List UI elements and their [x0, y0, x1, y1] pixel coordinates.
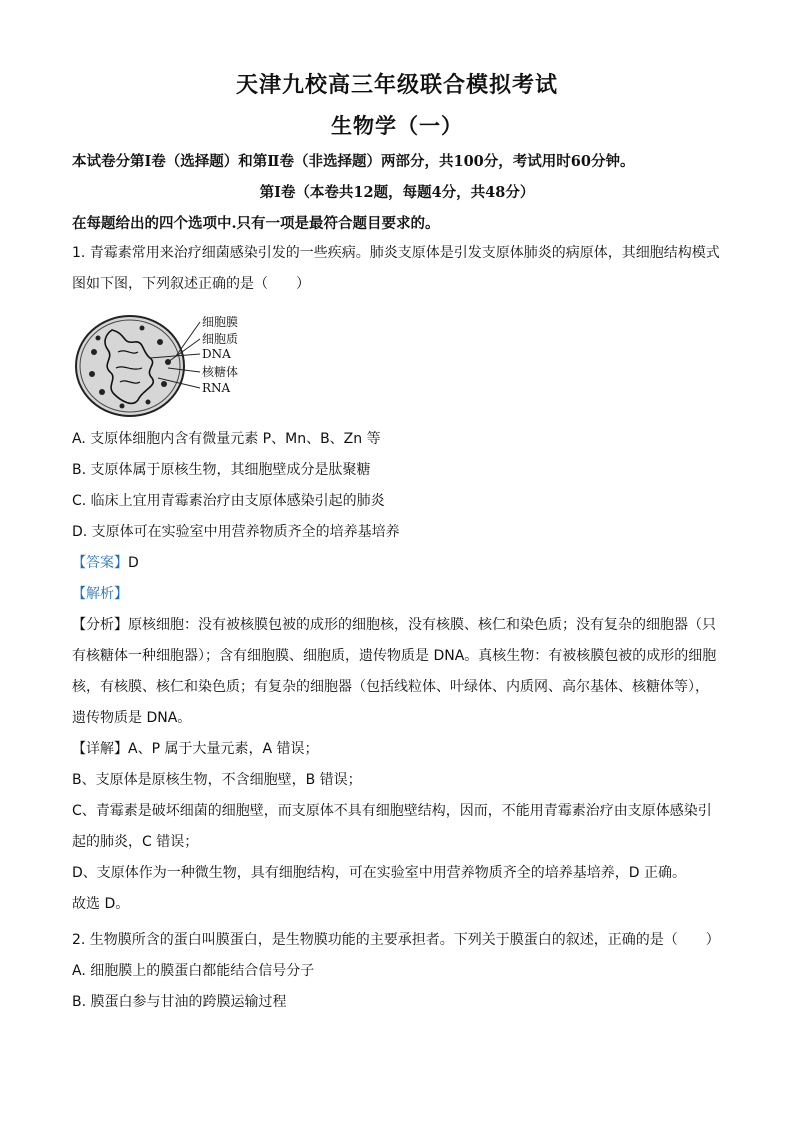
answer-value: D — [128, 555, 139, 571]
mycoplasma-cell-diagram — [72, 312, 272, 424]
fenxi-tag: 【分析】 — [72, 617, 128, 633]
option-a: A. 支原体细胞内含有微量元素 P、Mn、B、Zn 等 — [72, 431, 381, 447]
fenxi-text: 原核细胞：没有被核膜包被的成形的细胞核，没有核膜、核仁和染色质；没有复杂的细胞器（只 — [128, 617, 716, 633]
option-a: A. 细胞膜上的膜蛋白都能结合信号分子 — [72, 963, 315, 979]
figure-label-ribosome: 核糖体 — [202, 365, 239, 379]
section-instruction: 在每题给出的四个选项中.只有一项是最符合题目要求的。 — [72, 215, 440, 232]
question-1-options — [72, 424, 724, 548]
answer-tag: 【答案】 — [72, 555, 128, 571]
exam-title: 天津九校高三年级联合模拟考试 — [235, 72, 558, 98]
xiangjie-text: D、支原体作为一种微生物，具有细胞结构，可在实验室中用营养物质齐全的培养基培养，D 正确。 — [72, 865, 687, 881]
question-1-stem-line: 1. 青霉素常用来治疗细菌感染引发的一些疾病。肺炎支原体是引发支原体肺炎的病原体，其细胞结构模式 — [72, 245, 720, 261]
fenxi-text: 核，有核膜、核仁和染色质；有复杂的细胞器（包括线粒体、叶绿体、内质网、高尔基体、核糖体等）， — [72, 679, 709, 695]
analysis-tag: 【解析】 — [72, 586, 128, 602]
xiangjie-text: C、青霉素是破坏细菌的细胞壁，而支原体不具有细胞壁结构，因而，不能用青霉素治疗由支原体感染引 — [72, 803, 712, 819]
option-b: B. 支原体属于原核生物，其细胞壁成分是肽聚糖 — [72, 462, 371, 478]
exam-intro: 本试卷分第Ⅰ卷（选择题）和第Ⅱ卷（非选择题）两部分，共100分，考试用时60分钟。 — [72, 153, 635, 170]
figure-label-cytoplasm: 细胞质 — [202, 332, 239, 346]
fenxi-line — [72, 610, 724, 641]
option-b: B. 膜蛋白参与甘油的跨膜运输过程 — [72, 994, 287, 1010]
option-d: D. 支原体可在实验室中用营养物质齐全的培养基培养 — [72, 524, 400, 540]
section-title: 第Ⅰ卷（本卷共12题，每题4分，共48分） — [259, 184, 535, 201]
question-1-stem — [72, 238, 724, 300]
fenxi-text: 遗传物质是 DNA。 — [72, 710, 192, 726]
figure-label-cell-membrane: 细胞膜 — [202, 315, 239, 329]
question-1-solution — [72, 548, 724, 920]
xiangjie-text: A、P 属于大量元素，A 错误； — [128, 741, 319, 757]
fenxi-text: 有核糖体一种细胞器）；含有细胞膜、细胞质，遗传物质是 DNA。真核生物：有被核膜包被的成形的细胞 — [72, 648, 717, 664]
xiangjie-tag: 【详解】 — [72, 741, 128, 757]
question-1-stem-line: 图如下图，下列叙述正确的是（ ） — [72, 276, 310, 292]
option-c: C. 临床上宜用青霉素治疗由支原体感染引起的肺炎 — [72, 493, 385, 509]
figure-label-rna: RNA — [202, 381, 231, 395]
xiangjie-line — [72, 734, 724, 765]
xiangjie-text: 起的肺炎，C 错误； — [72, 834, 199, 850]
xiangjie-text: 故选 D。 — [72, 896, 130, 912]
exam-subject: 生物学（一） — [331, 113, 463, 138]
figure-label-dna: DNA — [202, 347, 231, 361]
xiangjie-text: B、支原体是原核生物，不含细胞壁，B 错误； — [72, 772, 362, 788]
answer-line — [72, 548, 724, 579]
question-2 — [72, 925, 724, 1018]
question-2-stem: 2. 生物膜所含的蛋白叫膜蛋白，是生物膜功能的主要承担者。下列关于膜蛋白的叙述，正确的是（ ） — [72, 932, 720, 948]
